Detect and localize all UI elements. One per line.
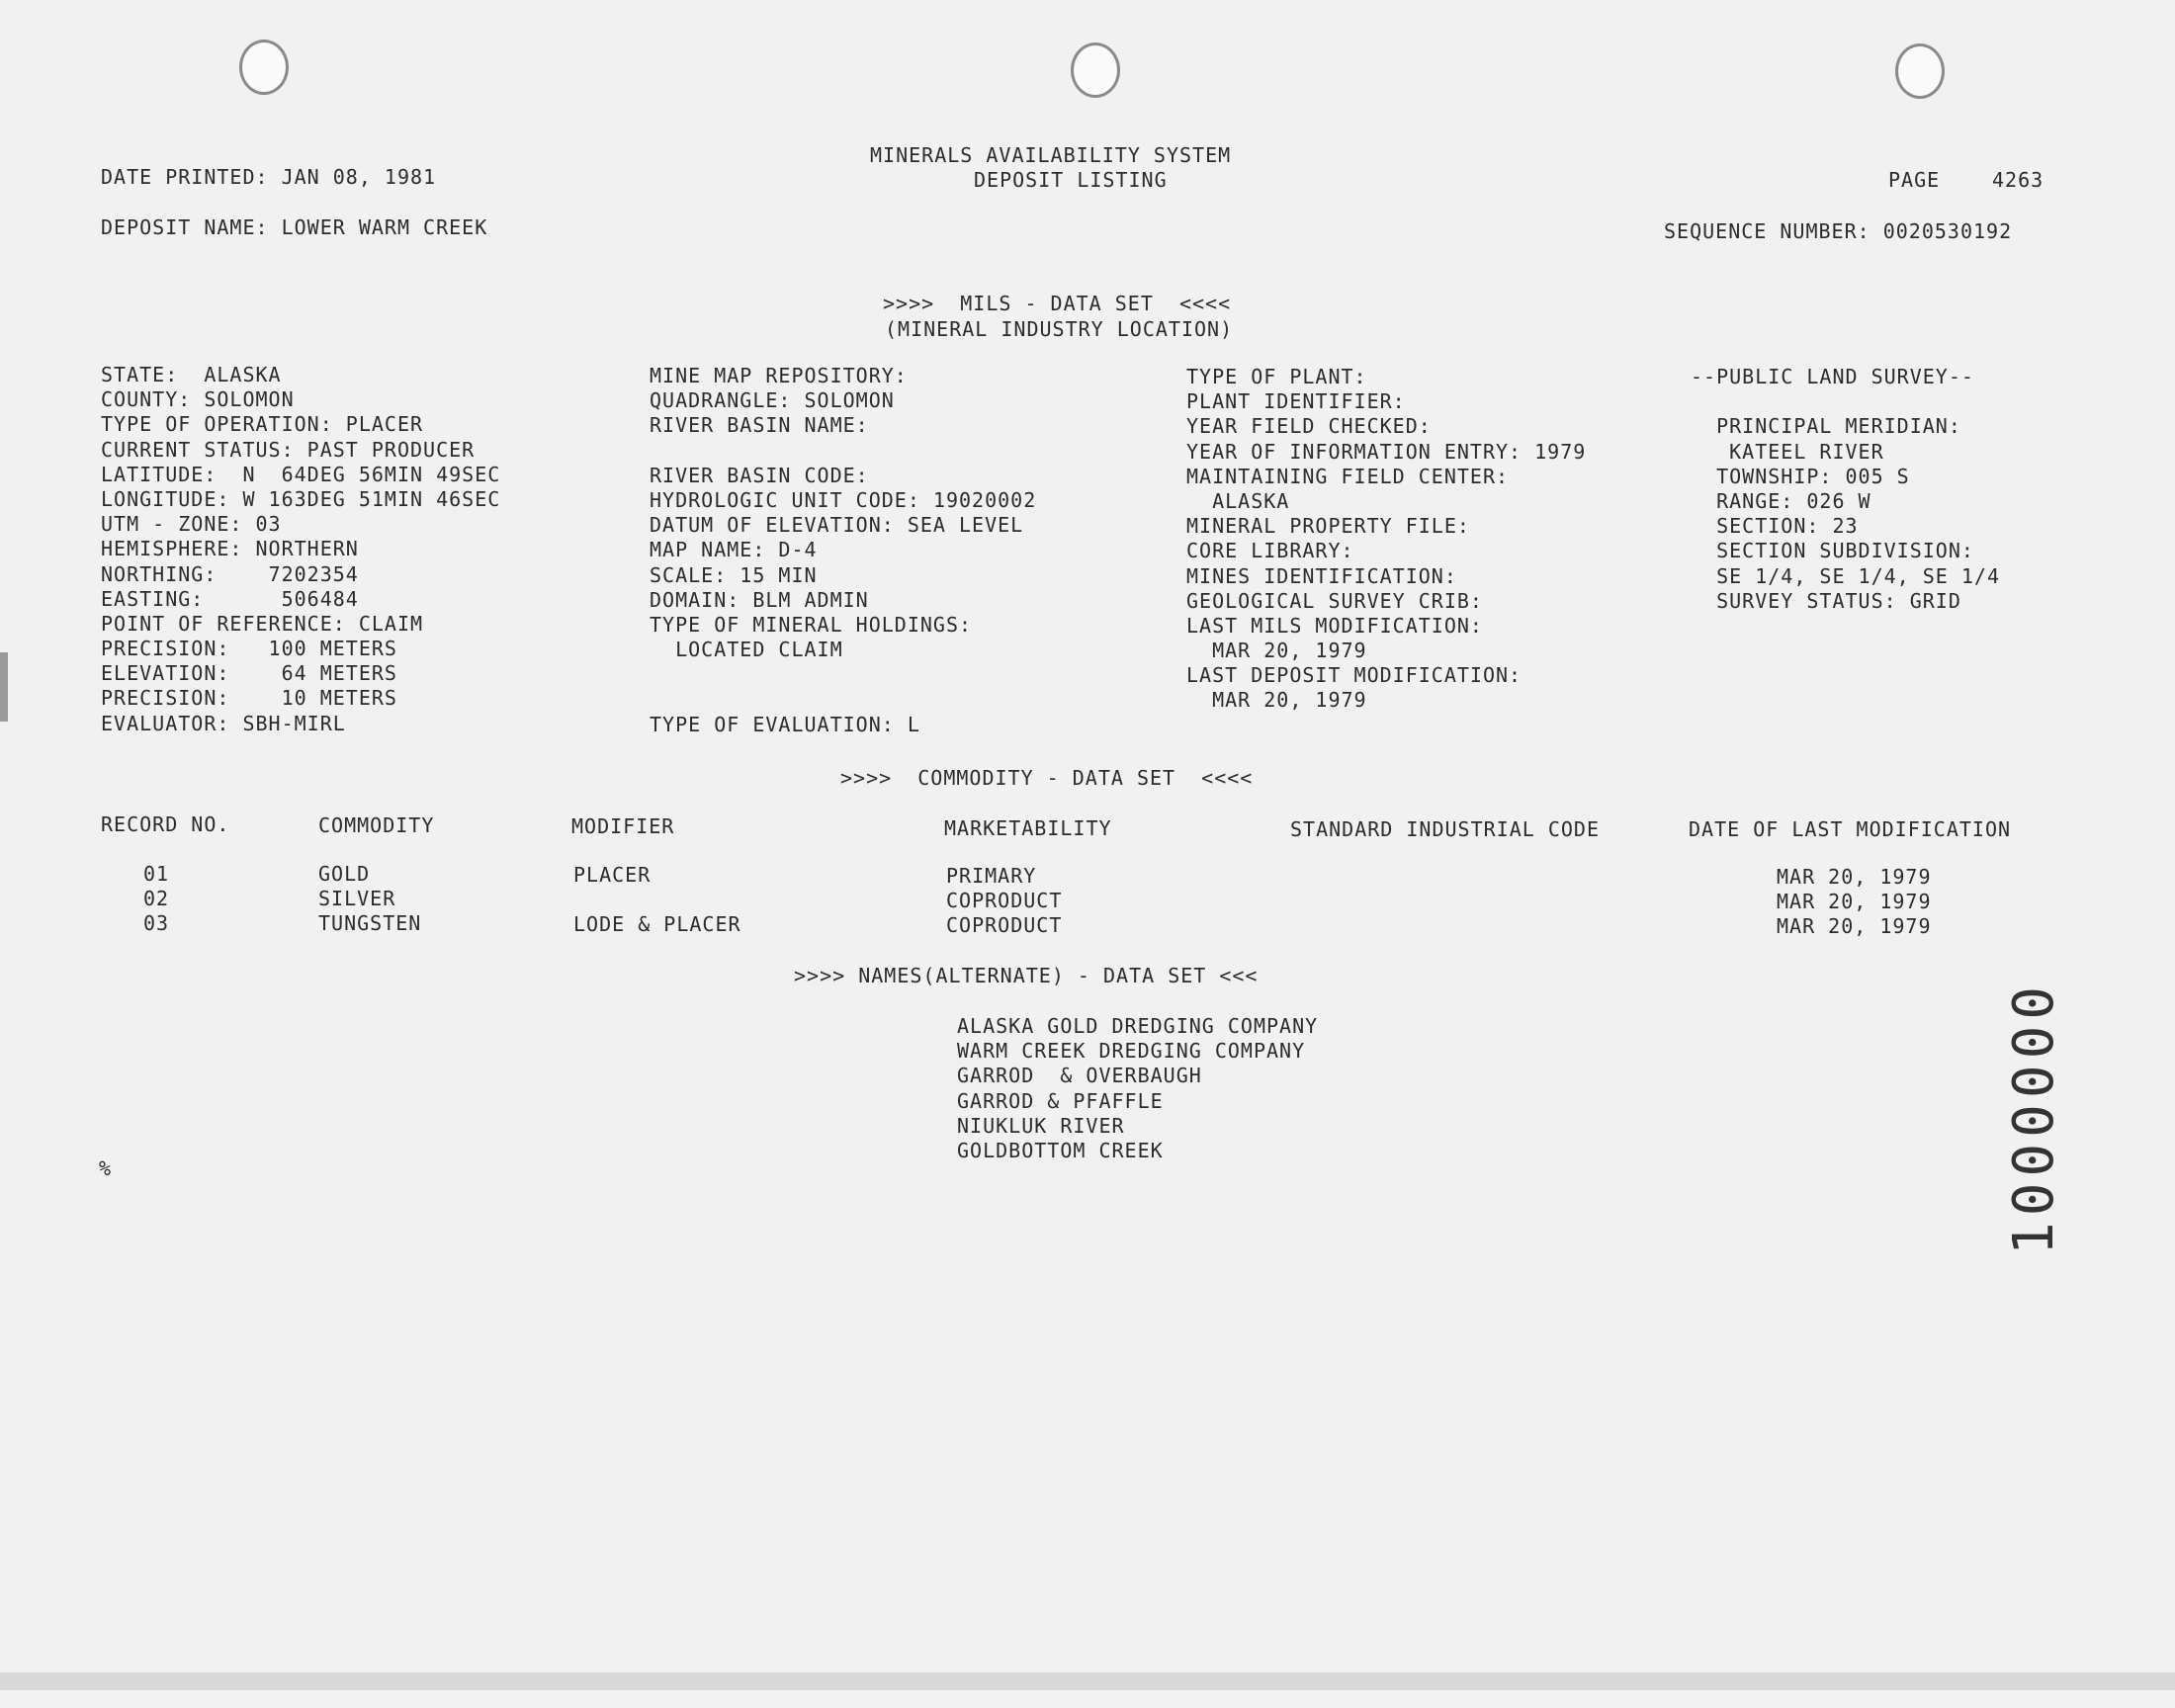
field-line: YEAR FIELD CHECKED: [1186,414,1432,439]
field-line: MINERAL PROPERTY FILE: [1186,514,1470,539]
field-line: RIVER BASIN CODE: [650,463,869,487]
punch-hole-center [1071,43,1120,98]
header-date-last-mod: DATE OF LAST MODIFICATION [1689,817,2012,841]
list-item: GARROD & PFAFFLE [957,1088,1164,1113]
last-modified: MAR 20, 1979 [1777,890,1932,913]
field-line: LAST DEPOSIT MODIFICATION: [1186,663,1522,688]
field-line: RIVER BASIN NAME: [650,413,869,438]
commodity-name: TUNGSTEN [318,911,422,935]
field-line: MAP NAME: D-4 [650,538,818,562]
field-line: LAST MILS MODIFICATION: [1186,613,1483,638]
field-line: SURVEY STATUS: GRID [1691,588,1961,613]
header-sic: STANDARD INDUSTRIAL CODE [1290,817,1600,841]
names-heading: >>>> NAMES(ALTERNATE) - DATA SET <<< [794,964,1259,987]
field-line: EVALUATOR: SBH-MIRL [101,711,346,735]
field-line: EASTING: 506484 [101,586,359,611]
field-line: LATITUDE: N 64DEG 56MIN 49SEC [101,462,501,486]
field-line: CURRENT STATUS: PAST PRODUCER [101,437,476,462]
field-line: LONGITUDE: W 163DEG 51MIN 46SEC [101,486,501,511]
header-commodity: COMMODITY [318,813,435,837]
list-item: NIUKLUK RIVER [957,1113,1125,1138]
field-line: --PUBLIC LAND SURVEY-- [1691,365,1974,388]
list-item: ALASKA GOLD DREDGING COMPANY [957,1014,1319,1038]
commodity-heading: >>>> COMMODITY - DATA SET <<<< [840,766,1254,790]
marketability: PRIMARY [946,864,1037,888]
field-line: RANGE: 026 W [1691,488,1871,513]
edge-mark [0,652,8,722]
field-line: KATEEL RIVER [1691,439,1884,464]
field-line: COUNTY: SOLOMON [101,387,295,412]
field-line: MAR 20, 1979 [1186,688,1367,713]
last-modified: MAR 20, 1979 [1777,865,1932,889]
field-line: PRECISION: 100 METERS [101,637,397,661]
field-line: YEAR OF INFORMATION ENTRY: 1979 [1186,439,1587,464]
mils-column-map [650,364,1036,737]
field-line [650,662,1036,687]
field-line: POINT OF REFERENCE: CLAIM [101,611,424,636]
marketability: COPRODUCT [946,889,1063,912]
listing-title: DEPOSIT LISTING [974,168,1168,192]
field-line: SECTION: 23 [1691,514,1859,539]
mils-column-public-land-survey [1691,365,2000,614]
stamp-number: 1000000 [2002,980,2066,1255]
mils-subheading: (MINERAL INDUSTRY LOCATION) [885,317,1234,341]
field-line: MINE MAP REPOSITORY: [650,364,908,387]
field-line: MAINTAINING FIELD CENTER: [1186,464,1510,488]
field-line: TYPE OF PLANT: [1186,365,1367,388]
footer-mark: % [99,1156,113,1180]
field-line: PLANT IDENTIFIER: [1186,389,1406,414]
list-item: GOLDBOTTOM CREEK [957,1138,1164,1162]
list-item: GARROD & OVERBAUGH [957,1064,1202,1088]
record-no: 01 [143,862,170,886]
punch-hole-right [1895,43,1945,99]
field-line: STATE: ALASKA [101,363,282,386]
field-line: SCALE: 15 MIN [650,562,818,587]
commodity-name: GOLD [318,862,371,886]
record-no: 02 [143,887,170,910]
date-printed: DATE PRINTED: JAN 08, 1981 [101,165,437,189]
commodity-name: SILVER [318,887,396,910]
modifier: PLACER [573,863,652,887]
punch-hole-left [239,40,289,95]
field-line: MAR 20, 1979 [1186,639,1367,663]
field-line: HEMISPHERE: NORTHERN [101,537,359,561]
header-marketability: MARKETABILITY [944,816,1112,840]
system-title: MINERALS AVAILABILITY SYSTEM [870,143,1232,167]
field-line: PRINCIPAL MERIDIAN: [1691,414,1961,439]
alternate-names-list [957,1014,1318,1163]
scan-edge [0,1672,2175,1690]
field-line: DOMAIN: BLM ADMIN [650,587,869,612]
header-record-no: RECORD NO. [101,812,230,836]
field-line: ELEVATION: 64 METERS [101,661,397,686]
header-modifier: MODIFIER [571,814,675,838]
field-line: ALASKA [1186,488,1290,513]
field-line: MINES IDENTIFICATION: [1186,563,1457,588]
field-line: TYPE OF EVALUATION: L [650,712,920,736]
field-line: LOCATED CLAIM [650,638,843,662]
list-item: WARM CREEK DREDGING COMPANY [957,1039,1306,1064]
sequence-number: SEQUENCE NUMBER: 0020530192 [1664,219,2013,243]
field-line: TYPE OF OPERATION: PLACER [101,412,424,437]
field-line: TOWNSHIP: 005 S [1691,464,1910,488]
field-line [650,439,1036,464]
field-line [1691,389,2000,414]
mils-column-plant [1186,365,1586,714]
mils-heading: >>>> MILS - DATA SET <<<< [883,292,1232,315]
field-line: CORE LIBRARY: [1186,539,1354,563]
deposit-name: DEPOSIT NAME: LOWER WARM CREEK [101,215,488,239]
field-line: UTM - ZONE: 03 [101,512,282,537]
page-number: 4263 [1992,168,2044,192]
modifier: LODE & PLACER [573,912,741,936]
last-modified: MAR 20, 1979 [1777,914,1932,938]
field-line: NORTHING: 7202354 [101,561,359,586]
field-line [650,687,1036,712]
field-line: SE 1/4, SE 1/4, SE 1/4 [1691,563,2000,588]
mils-column-location [101,363,500,736]
field-line: TYPE OF MINERAL HOLDINGS: [650,612,973,637]
field-line: HYDROLOGIC UNIT CODE: 19020002 [650,487,1037,512]
field-line: QUADRANGLE: SOLOMON [650,388,895,413]
marketability: COPRODUCT [946,913,1063,937]
field-line: PRECISION: 10 METERS [101,686,397,711]
record-no: 03 [143,911,170,935]
page-label: PAGE [1888,168,1941,192]
field-line: GEOLOGICAL SURVEY CRIB: [1186,588,1483,613]
field-line: SECTION SUBDIVISION: [1691,539,1974,563]
field-line: DATUM OF ELEVATION: SEA LEVEL [650,513,1024,538]
